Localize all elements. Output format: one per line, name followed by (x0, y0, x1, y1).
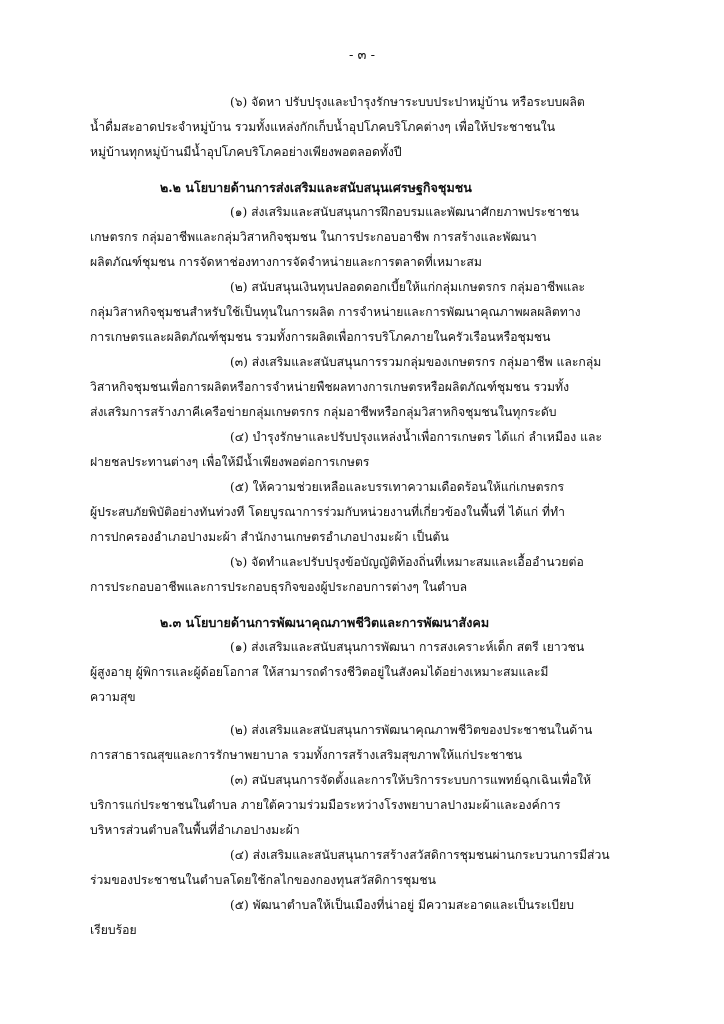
text-line: ผู้ประสบภัยพิบัติอย่างทันท่วงที โดยบูรณาการร่วมกับหน่วยงานที่เกี่ยวข้องในพื้นที่ ได้แก่ ที่ทำ (90, 505, 565, 519)
text-line: (๒) ส่งเสริมและสนับสนุนการพัฒนาคุณภาพชีวิตของประชาชนในด้าน (230, 723, 593, 737)
text-line: ผลิตภัณฑ์ชุมชน การจัดหาช่องทางการจัดจำหน่ายและการตลาดที่เหมาะสม (90, 255, 482, 269)
text-line: ร่วมของประชาชนในตำบลโดยใช้กลไกของกองทุนสวัสดิการชุมชน (90, 873, 436, 887)
text-line: การเกษตรและผลิตภัณฑ์ชุมชน รวมทั้งการผลิตเพื่อการบริโภคภายในครัวเรือนหรือชุมชน (90, 330, 551, 344)
text-line: ฝายชลประทานต่างๆ เพื่อให้มีน้ำเพียงพอต่อการเกษตร (90, 455, 370, 469)
page-number: - ๓ - (349, 48, 375, 63)
text-line: กลุ่มวิสาหกิจชุมชนสำหรับใช้เป็นทุนในการผลิต การจำหน่ายและการพัฒนาคุณภาพผลผลิตทาง (90, 305, 581, 319)
text-line: (๒) สนับสนุนเงินทุนปลอดดอกเบี้ยให้แก่กลุ่มเกษตรกร กลุ่มอาชีพและ (230, 280, 586, 294)
text-line: (๕) ให้ความช่วยเหลือและบรรเทาความเดือดร้อนให้แก่เกษตรกร (230, 480, 565, 494)
text-line: (๔) บำรุงรักษาและปรับปรุงแหล่งน้ำเพื่อการเกษตร ได้แก่ ลำเหมือง และ (230, 430, 603, 444)
text-line: (๑) ส่งเสริมและสนับสนุนการพัฒนา การสงเคราะห์เด็ก สตรี เยาวชน (230, 640, 585, 654)
text-line: การปกครองอำเภอปางมะผ้า สำนักงานเกษตรอำเภอปางมะผ้า เป็นต้น (90, 530, 449, 544)
text-line: เกษตรกร กลุ่มอาชีพและกลุ่มวิสาหกิจชุมชน ในการประกอบอาชีพ การสร้างและพัฒนา (90, 230, 537, 244)
text-line: (๓) ส่งเสริมและสนับสนุนการรวมกลุ่มของเกษตรกร กลุ่มอาชีพ และกลุ่ม (230, 355, 602, 369)
text-line: (๕) พัฒนาตำบลให้เป็นเมืองที่น่าอยู่ มีความสะอาดและเป็นระเบียบ (230, 898, 574, 912)
text-line: หมู่บ้านทุกหมู่บ้านมีน้ำอุปโภคบริโภคอย่างเพียงพอตลอดทั้งปี (90, 145, 402, 159)
text-line: น้ำดื่มสะอาดประจำหมู่บ้าน รวมทั้งแหล่งกักเก็บน้ำอุปโภคบริโภคต่างๆ เพื่อให้ประชาชนใน (90, 120, 556, 134)
text-line: บริการแก่ประชาชนในตำบล ภายใต้ความร่วมมือระหว่างโรงพยาบาลปางมะผ้าและองค์การ (90, 798, 561, 812)
text-line: (๔) ส่งเสริมและสนับสนุนการสร้างสวัสดิการชุมชนผ่านกระบวนการมีส่วน (230, 848, 610, 862)
text-line: วิสาหกิจชุมชนเพื่อการผลิตหรือการจำหน่ายพืชผลทางการเกษตรหรือผลิตภัณฑ์ชุมชน รวมทั้ง (90, 380, 570, 394)
text-line: เรียบร้อย (90, 923, 137, 937)
text-line: (๖) จัดทำและปรับปรุงข้อบัญญัติท้องถิ่นที่เหมาะสมและเอื้ออำนวยต่อ (230, 555, 584, 569)
text-line: บริหารส่วนตำบลในพื้นที่อำเภอปางมะผ้า (90, 823, 300, 837)
text-line: การประกอบอาชีพและการประกอบธุรกิจของผู้ประกอบการต่างๆ ในตำบล (90, 580, 468, 594)
text-line: (๓) สนับสนุนการจัดตั้งและการให้บริการระบบการแพทย์ฉุกเฉินเพื่อให้ (230, 773, 592, 787)
text-line: ความสุข (90, 690, 136, 704)
text-line: การสาธารณสุขและการรักษาพยาบาล รวมทั้งการสร้างเสริมสุขภาพให้แก่ประชาชน (90, 748, 522, 762)
section-heading: ๒.๒ นโยบายด้านการส่งเสริมและสนับสนุนเศรษฐกิจชุมชน (160, 180, 472, 195)
text-line: (๖) จัดหา ปรับปรุงและบำรุงรักษาระบบประปาหมู่บ้าน หรือระบบผลิต (230, 95, 585, 109)
text-line: (๑) ส่งเสริมและสนับสนุนการฝึกอบรมและพัฒนาศักยภาพประชาชน (230, 205, 579, 219)
text-line: ส่งเสริมการสร้างภาคีเครือข่ายกลุ่มเกษตรกร กลุ่มอาชีพหรือกลุ่มวิสาหกิจชุมชนในทุกระดับ (90, 405, 557, 419)
text-line: ผู้สูงอายุ ผู้พิการและผู้ด้อยโอกาส ให้สามารถดำรงชีวิตอยู่ในสังคมได้อย่างเหมาะสมและมี (90, 665, 549, 679)
section-heading: ๒.๓ นโยบายด้านการพัฒนาคุณภาพชีวิตและการพัฒนาสังคม (160, 615, 490, 630)
